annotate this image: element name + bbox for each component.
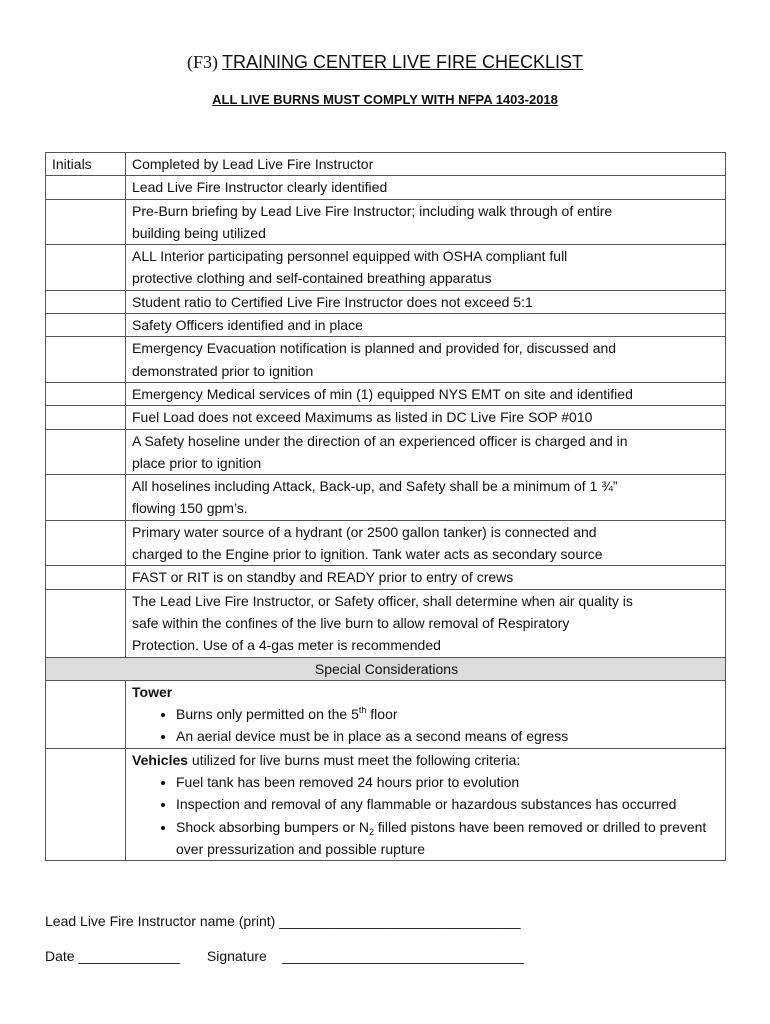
checklist-item-line: Protection. Use of a 4-gas meter is recommended <box>132 637 441 654</box>
initials-cell[interactable] <box>46 406 126 429</box>
tower-row <box>46 680 726 748</box>
initials-cell[interactable] <box>46 566 126 589</box>
vehicles-intro: Vehicles utilized for live burns must meet the following criteria: <box>132 751 521 768</box>
checklist-table <box>45 152 726 861</box>
completed-by-header: Completed by Lead Live Fire Instructor <box>126 153 726 176</box>
checklist-items <box>46 176 726 657</box>
instructor-name-line[interactable]: Lead Live Fire Instructor name (print) _______________________________ <box>45 913 521 929</box>
checklist-item-line: demonstrated prior to ignition <box>132 362 314 379</box>
special-considerations-header: Special Considerations <box>46 657 726 680</box>
checklist-item-text <box>126 290 726 313</box>
table-row <box>46 176 726 199</box>
table-row <box>46 290 726 313</box>
checklist-item-text <box>126 337 726 383</box>
initials-cell[interactable] <box>46 680 126 748</box>
initials-cell[interactable] <box>46 520 126 566</box>
list-item: • An aerial device must be in place as a second means of egress <box>176 725 721 747</box>
initials-cell[interactable] <box>46 199 126 245</box>
initials-cell[interactable] <box>46 748 126 860</box>
table-header-row <box>46 153 726 176</box>
vehicles-list <box>132 771 721 860</box>
tower-cell <box>126 680 726 748</box>
checklist-item-line: All hoselines including Attack, Back-up, and Safety shall be a minimum of 1 ¾” <box>132 478 618 495</box>
initials-header: Initials <box>46 153 126 176</box>
initials-cell[interactable] <box>46 475 126 521</box>
form-number: (F3) <box>186 52 218 72</box>
checklist-item-line: safe within the confines of the live burn to allow removal of Respiratory <box>132 614 570 631</box>
checklist-item-line: Primary water source of a hydrant (or 2500 gallon tanker) is connected and <box>132 523 597 540</box>
table-row <box>46 314 726 337</box>
date-signature-line[interactable]: Date _____________ Signature _______________________________ <box>45 948 524 964</box>
checklist-item-text <box>126 314 726 337</box>
checklist-item-line: Pre-Burn briefing by Lead Live Fire Instructor; including walk through of entire <box>132 202 613 219</box>
checklist-item-line: FAST or RIT is on standby and READY prior to entry of crews <box>132 569 514 586</box>
title-text: TRAINING CENTER LIVE FIRE CHECKLIST <box>221 52 584 72</box>
list-item: • Burns only permitted on the 5th floor <box>176 703 721 725</box>
page-subtitle: ALL LIVE BURNS MUST COMPLY WITH NFPA 1403-2018 <box>212 92 558 107</box>
vehicles-cell <box>126 748 726 860</box>
tower-list <box>132 703 721 748</box>
initials-cell[interactable] <box>46 429 126 475</box>
checklist-item-text <box>126 199 726 245</box>
checklist-item-text <box>126 520 726 566</box>
checklist-item-line: Lead Live Fire Instructor clearly identified <box>132 179 388 196</box>
checklist-item-line: A Safety hoseline under the direction of an experienced officer is charged and in <box>132 432 628 449</box>
list-item: • Inspection and removal of any flammable or hazardous substances has occurred <box>176 793 721 815</box>
initials-cell[interactable] <box>46 314 126 337</box>
initials-cell[interactable] <box>46 589 126 657</box>
checklist-item-line: building being utilized <box>132 224 266 241</box>
initials-cell[interactable] <box>46 290 126 313</box>
table-row <box>46 337 726 383</box>
checklist-item-text <box>126 382 726 405</box>
checklist-item-line: Emergency Evacuation notification is planned and provided for, discussed and <box>132 340 617 357</box>
checklist-item-text <box>126 475 726 521</box>
checklist-item-text <box>126 245 726 291</box>
checklist-item-line: flowing 150 gpm’s. <box>132 500 248 517</box>
checklist-item-line: The Lead Live Fire Instructor, or Safety officer, shall determine when air quality is <box>132 592 633 609</box>
checklist-item-text <box>126 566 726 589</box>
checklist-item-line: charged to the Engine prior to ignition. Tank water acts as secondary source <box>132 546 603 563</box>
table-row <box>46 475 726 521</box>
table-row <box>46 566 726 589</box>
list-item: • Shock absorbing bumpers or $N_2$ filled pistons have been removed or drilled to prevent over pressurization and possible rupture <box>176 816 721 861</box>
table-row <box>46 245 726 291</box>
initials-cell[interactable] <box>46 337 126 383</box>
checklist-item-line: place prior to ignition <box>132 454 262 471</box>
initials-cell[interactable] <box>46 382 126 405</box>
initials-cell[interactable] <box>46 176 126 199</box>
table-row <box>46 199 726 245</box>
page-title <box>0 50 770 74</box>
checklist-item-line: ALL Interior participating personnel equipped with OSHA compliant full <box>132 248 568 265</box>
special-considerations-row <box>46 657 726 680</box>
checklist-item-text <box>126 589 726 657</box>
checklist-item-line: Fuel Load does not exceed Maximums as listed in DC Live Fire SOP #010 <box>132 409 593 426</box>
list-item: • Fuel tank has been removed 24 hours prior to evolution <box>176 771 721 793</box>
checklist-item-line: Emergency Medical services of min (1) equipped NYS EMT on site and identified <box>132 385 633 402</box>
checklist-item-text <box>126 406 726 429</box>
checklist-item-text <box>126 176 726 199</box>
checklist-item-text <box>126 429 726 475</box>
checklist-item-line: protective clothing and self-contained breathing apparatus <box>132 270 492 287</box>
table-row <box>46 429 726 475</box>
checklist-item-line: Safety Officers identified and in place <box>132 317 363 334</box>
checklist-item-line: Student ratio to Certified Live Fire Instructor does not exceed 5:1 <box>132 293 533 310</box>
tower-title: Tower <box>132 683 173 700</box>
table-row <box>46 520 726 566</box>
vehicles-row <box>46 748 726 860</box>
table-row <box>46 382 726 405</box>
table-row <box>46 406 726 429</box>
initials-cell[interactable] <box>46 245 126 291</box>
table-row <box>46 589 726 657</box>
